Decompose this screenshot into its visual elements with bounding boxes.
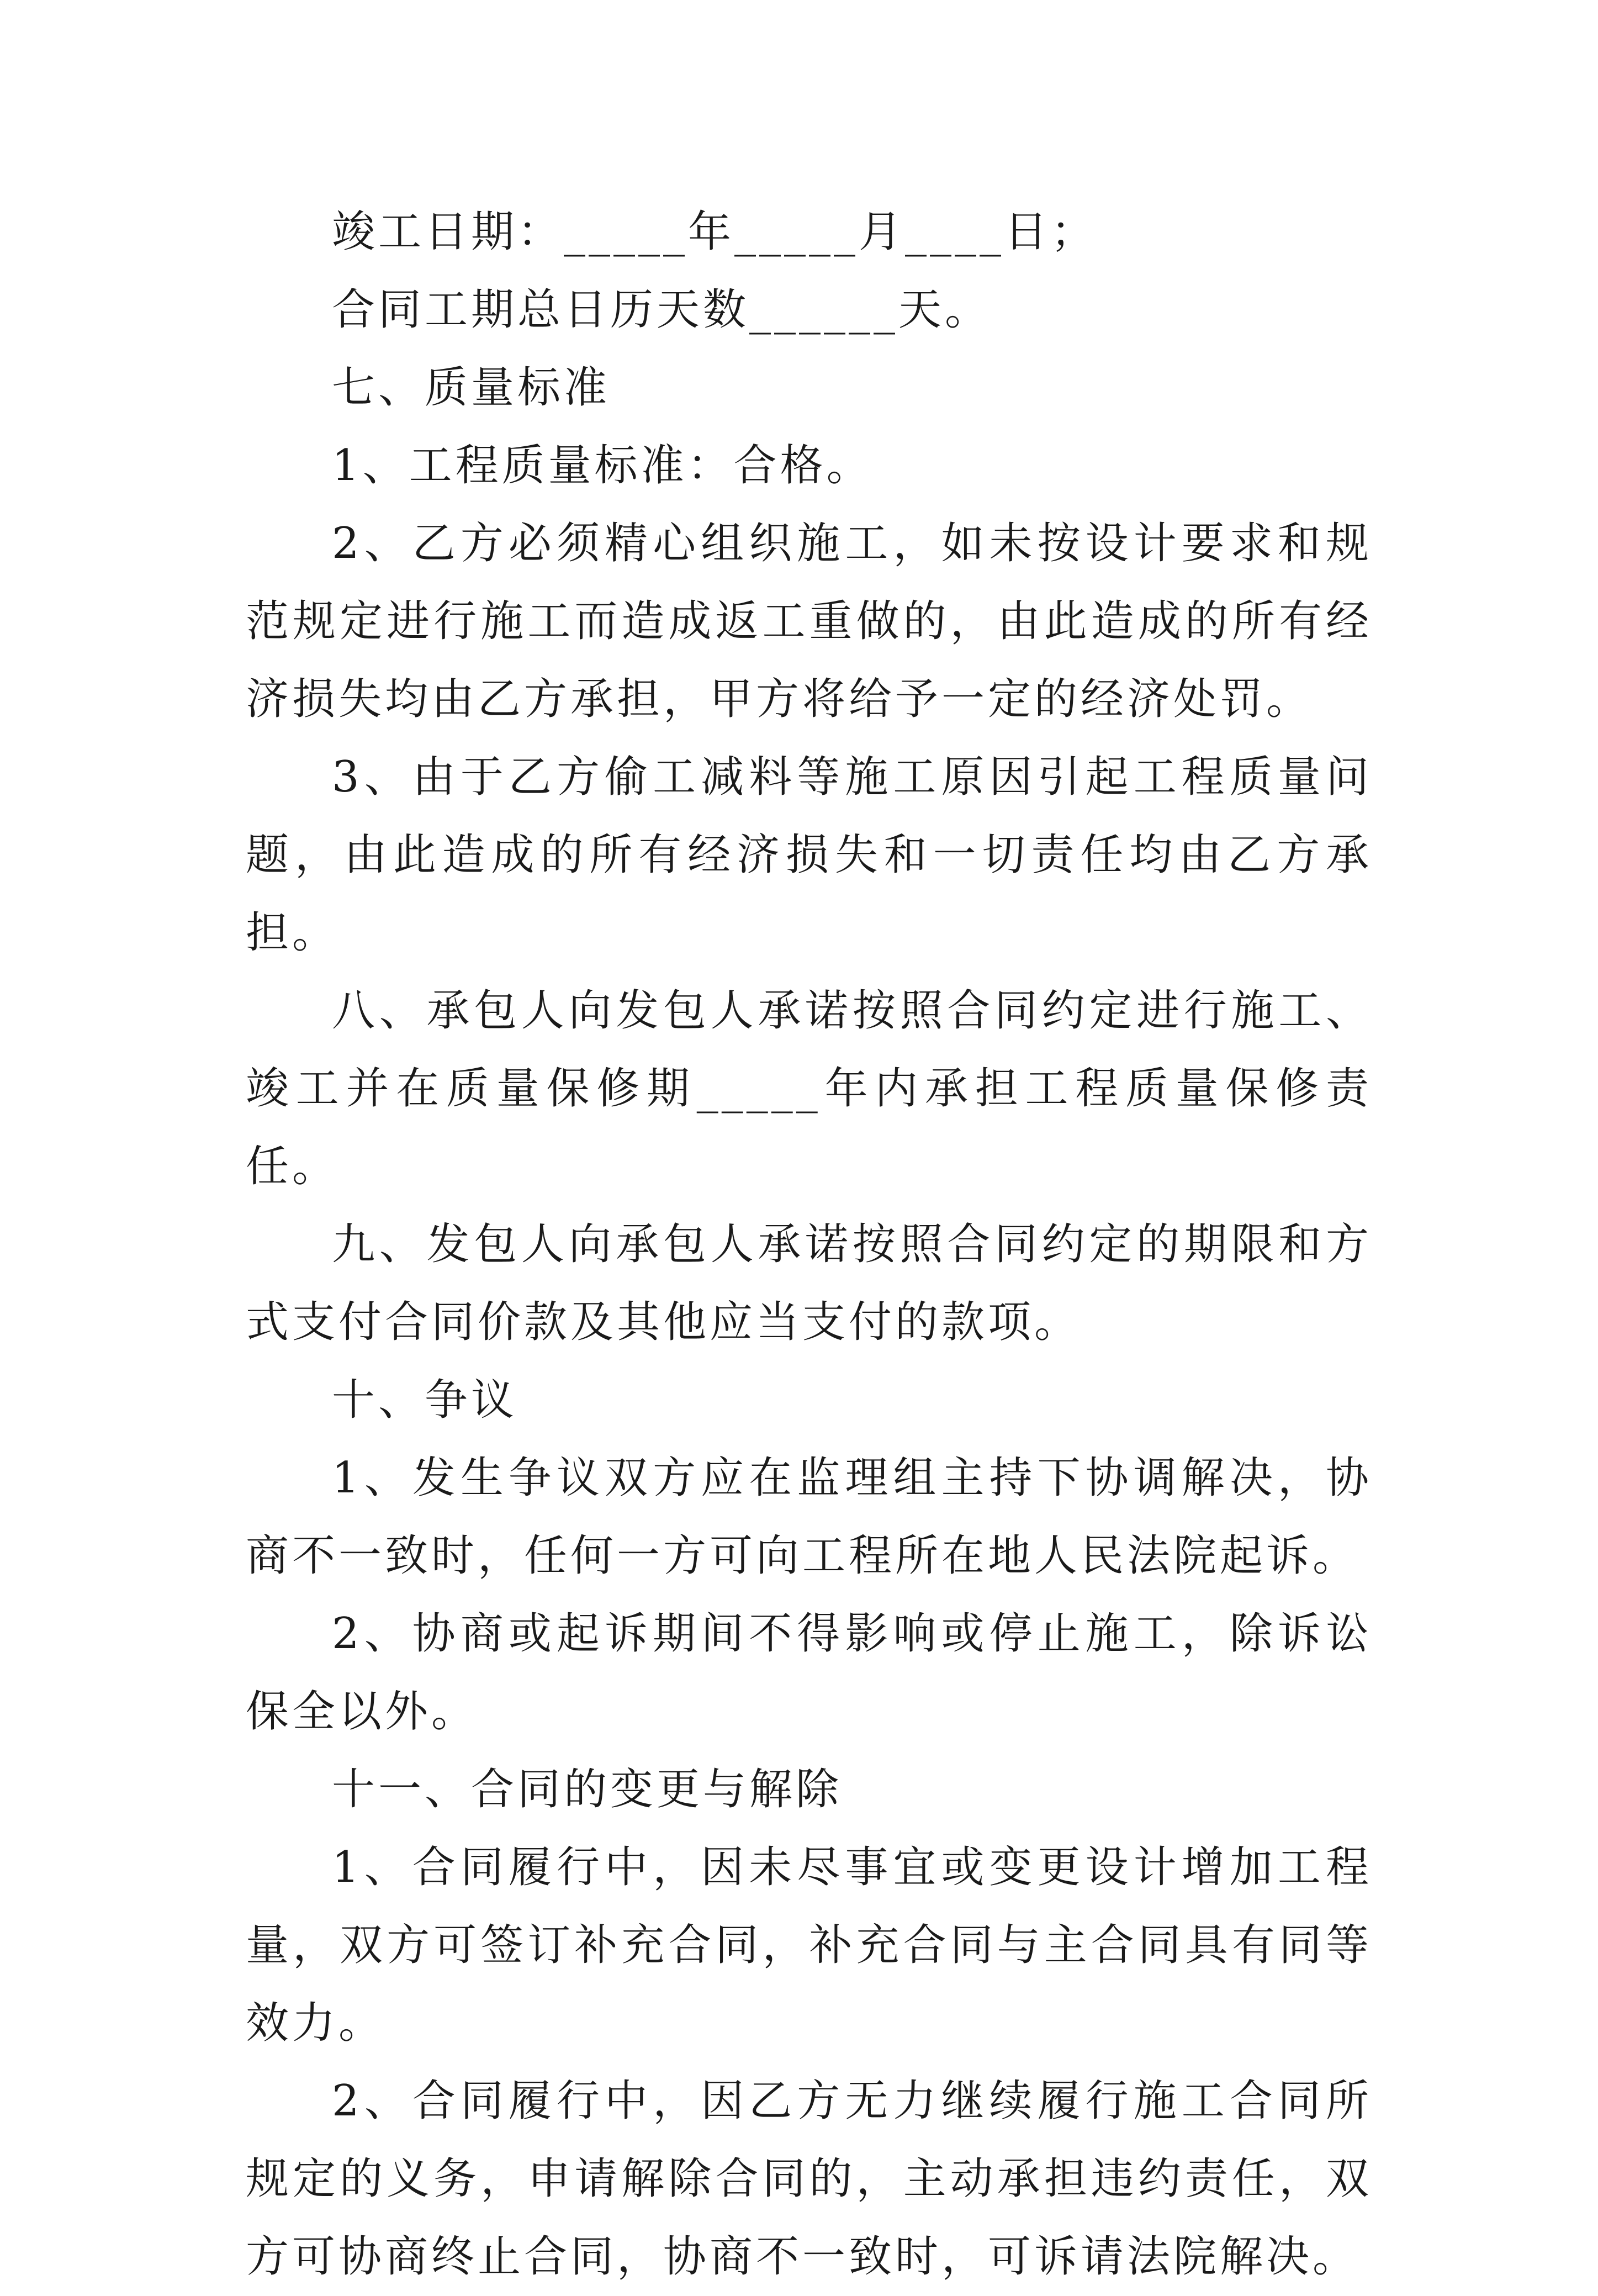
document-body	[246, 193, 1372, 2296]
section-employer-promise: 九、发包人向承包人承诺按照合同约定的期限和方式支付合同价款及其他应当支付的款项。	[246, 1220, 1372, 1347]
quality-clause-2: 2、乙方必须精心组织施工，如未按设计要求和规范规定进行施工而造成返工重做的，由此造成的所有经济损失均由乙方承担，甲方将给予一定的经济处罚。	[246, 519, 1372, 724]
contract-duration-line: 合同工期总日历天数______天。	[332, 285, 992, 335]
section-heading-change-termination: 十一、合同的变更与解除	[332, 1765, 843, 1814]
quality-clause-1: 1、工程质量标准：合格。	[332, 441, 873, 490]
quality-clause-3: 3、由于乙方偷工减料等施工原因引起工程质量问题，由此造成的所有经济损失和一切责任均由乙方承担。	[246, 752, 1372, 958]
dispute-clause-1: 1、发生争议双方应在监理组主持下协调解决，协商不一致时，任何一方可向工程所在地人民法院起诉。	[246, 1453, 1372, 1581]
section-heading-quality: 七、质量标准	[332, 363, 611, 413]
section-heading-dispute: 十、争议	[332, 1375, 518, 1425]
dispute-clause-2: 2、协商或起诉期间不得影响或停止施工，除诉讼保全以外。	[246, 1609, 1372, 1736]
change-clause-2: 2、合同履行中，因乙方无力继续履行施工合同所规定的义务，申请解除合同的，主动承担违约责任，双方可协商终止合同，协商不一致时，可诉请法院解决。	[246, 2076, 1372, 2282]
change-clause-1: 1、合同履行中，因未尽事宜或变更设计增加工程量，双方可签订补充合同，补充合同与主合同具有同等效力。	[246, 1843, 1372, 2048]
completion-date-line: 竣工日期：_____年_____月____日；	[332, 207, 1098, 257]
section-contractor-promise: 八、承包人向发包人承诺按照合同约定进行施工、竣工并在质量保修期_____年内承担工程质量保修责任。	[246, 986, 1372, 1191]
